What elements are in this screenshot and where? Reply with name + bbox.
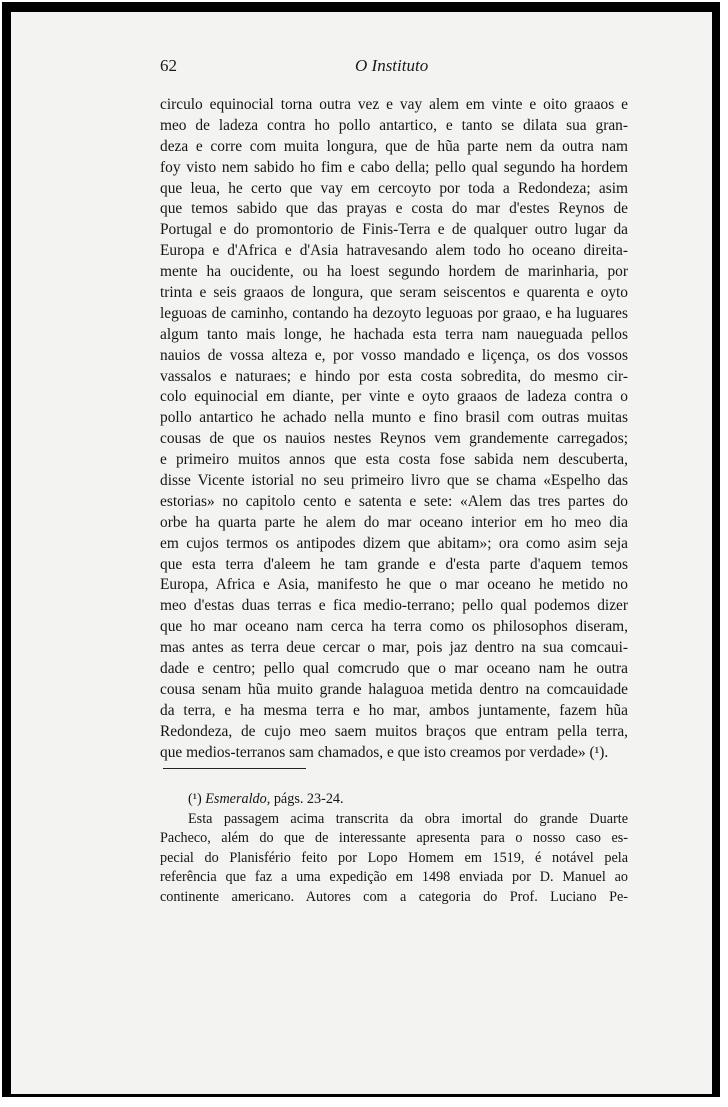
footnote-source: Esmeraldo, [205, 791, 271, 807]
main-text [160, 95, 628, 764]
page-number: 62 [160, 56, 177, 75]
text-line: cousa senam hũa muito grande halaguoa metida dentro na comcauidade [160, 680, 628, 698]
footnote-rule [163, 768, 306, 769]
text-line: pollo antartico he achado nella munto e fino brasil com outras muitas [160, 409, 628, 427]
text-line: da terra, e ha mesma terra e ho mar, ambos juntamente, fazem hũa [160, 701, 628, 719]
text-line: Europa e d'Africa e d'Asia hatravesando alem todo ho oceano direita- [160, 242, 628, 260]
text-line: que medios-terranos sam chamados, e que isto creamos por verdade» (¹). [160, 743, 609, 761]
page-header [160, 56, 628, 80]
text-line: Portugal e do promontorio de Finis-Terra e de qualquer outro lugar da [160, 221, 628, 239]
text-line: vassalos e naturaes; e hindo por esta costa sobredita, do mesmo cir- [160, 367, 628, 385]
text-line: leguoas de caminho, contando ha dezoyto leguoas por graao, e ha luguares [160, 304, 628, 322]
text-line: colo equinocial em diante, per vinte e oyto graaos de ladeza contra o [160, 388, 628, 406]
text-line: orbe ha quarta parte he alem do mar oceano interior em ho meo dia [160, 513, 628, 531]
text-line: Redondeza, de cujo meo saem muitos braços que entram pella terra, [160, 722, 628, 740]
footnote-pages: págs. 23-24. [273, 791, 344, 807]
running-title: O Instituto [355, 56, 429, 75]
footnote-line: continente americano. Autores com a categoria do Prof. Luciano Pe- [160, 888, 628, 905]
text-line: estorias» no capitolo cento e satenta e sete: «Alem das tres partes do [160, 492, 628, 510]
text-line: que esta terra d'aleem he tam grande e d'esta parte d'aquem temos [160, 555, 628, 573]
text-line: cousas de que os nauios nestes Reynos vem grandemente carregados; [160, 430, 628, 448]
text-line: Europa, Africa e Asia, manifesto he que o mar oceano he metido no [160, 576, 628, 594]
text-line: dade e centro; pello qual comcrudo que o mar oceano nam he outra [160, 660, 628, 678]
text-line: meo d'estas duas terras e fica medio-terrano; pello qual podemos dizer [160, 597, 628, 615]
text-line: foy visto nem sabido ho fim e cabo della; pello qual segundo ha hordem [160, 158, 628, 176]
footnote-line: pecial do Planisfério feito por Lopo Homem em 1519, é notável pela [160, 849, 628, 866]
footnotes [160, 790, 628, 908]
text-line: circulo equinocial torna outra vez e vay alem em vinte e oito graaos e [160, 96, 628, 113]
text-line: que temos sabido que das prayas e costa do mar d'estes Reynos de [160, 200, 628, 218]
text-line: deza e corre com muita longura, que de hũa parte nem da outra nam [160, 137, 628, 155]
text-line: algum tanto mais longe, he hachada esta terra nam naueguada pellos [160, 325, 628, 343]
text-line: trinta e seis graaos de longura, que seram seiscentos e quarenta e oyto [160, 284, 628, 302]
text-line: e primeiro muitos annos que esta costa fose sabida nem descuberta, [160, 451, 628, 469]
footnote-line: Esta passagem acima transcrita da obra imortal do grande Duarte [188, 810, 628, 827]
text-line: em cujos termos os antipodes dizem que abitam»; ora como asim seja [160, 534, 628, 552]
footnote-marker: (¹) [188, 791, 202, 807]
text-line: mente ha oucidente, ou ha loest segundo hordem de marinharia, por [160, 263, 628, 281]
text-line: meo de ladeza contra ho pollo antartico, e tanto se dilata sua gran- [160, 116, 628, 134]
footnote-line: Pacheco, além do que de interessante apresenta para o nosso caso es- [160, 830, 628, 847]
footnote-reference [160, 790, 628, 810]
text-line: mas antes as terra deue cercar o mar, pois jaz dentro na sua comcaui- [160, 639, 628, 657]
text-line: disse Vicente istorial no seu primeiro livro que se chama «Espelho das [160, 472, 628, 490]
footnote-line: referência que faz a uma expedição em 1498 enviada por D. Manuel ao [160, 869, 628, 886]
text-line: nauios de vossa alteza e, por vosso mandado e liçença, os dos vossos [160, 346, 628, 364]
text-line: que leua, he certo que vay em cercoyto por toda a Redondeza; asim [160, 179, 628, 197]
text-line: que ho mar oceano nam cerca ha terra como os philosophos diseram, [160, 618, 628, 636]
